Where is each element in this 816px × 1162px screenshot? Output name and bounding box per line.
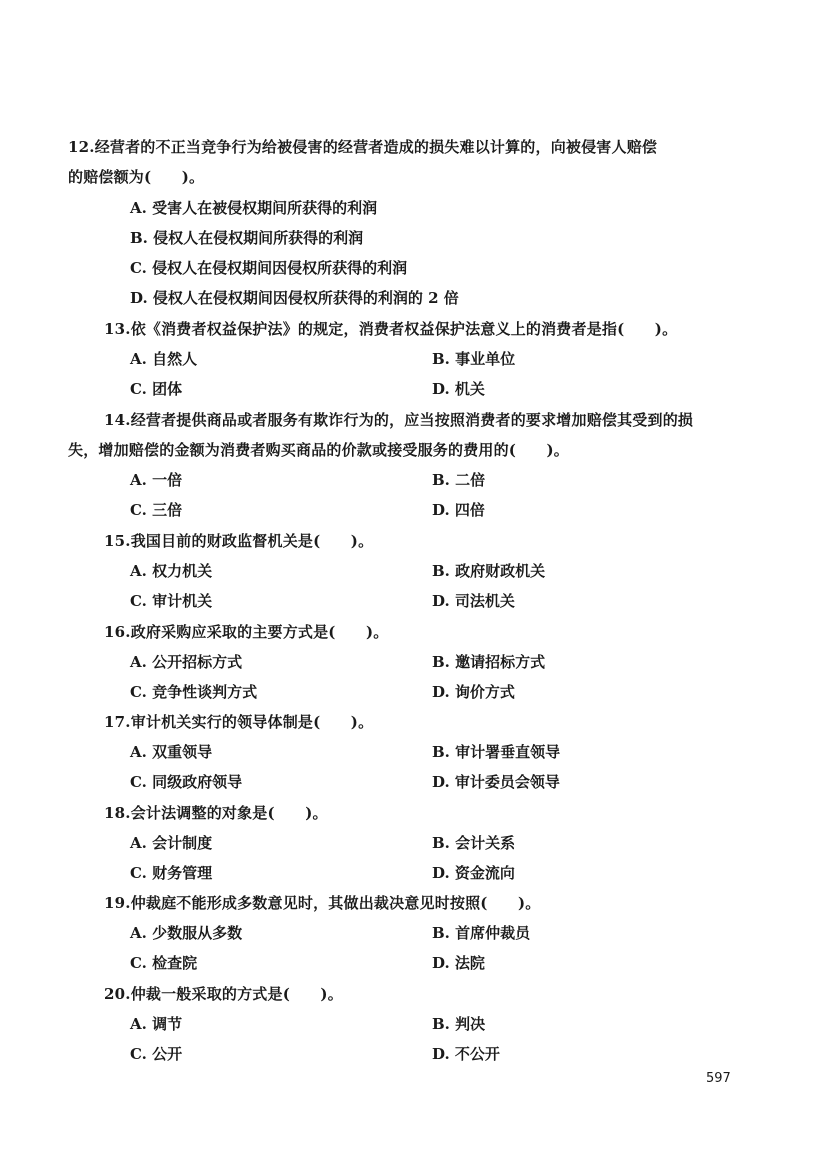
- question-16-option-c: C. 竞争性谈判方式: [130, 683, 258, 701]
- question-17-option-c: C. 同级政府领导: [130, 773, 243, 791]
- question-20-option-c: C. 公开: [130, 1045, 183, 1063]
- question-19-stem: 19.仲裁庭不能形成多数意见时，其做出裁决意见时按照( )。: [104, 894, 541, 912]
- question-15-option-b: B. 政府财政机关: [432, 562, 546, 580]
- question-16-option-a: A. 公开招标方式: [130, 653, 243, 671]
- question-13-option-b: B. 事业单位: [432, 350, 516, 368]
- page-number: 597: [706, 1071, 731, 1086]
- question-17-option-b: B. 审计署垂直领导: [432, 743, 561, 761]
- question-12-stem-line1: 12.经营者的不正当竞争行为给被侵害的经营者造成的损失难以计算的，向被侵害人赔偿: [68, 138, 658, 156]
- question-20-stem: 20.仲裁一般采取的方式是( )。: [104, 985, 343, 1003]
- question-20-option-d: D. 不公开: [432, 1045, 500, 1063]
- question-14-option-b: B. 二倍: [432, 471, 486, 489]
- question-19-option-a: A. 少数服从多数: [130, 924, 243, 942]
- question-14-option-a: A. 一倍: [130, 471, 183, 489]
- question-13-option-d: D. 机关: [432, 380, 485, 398]
- question-17-stem: 17.审计机关实行的领导体制是( )。: [104, 713, 374, 731]
- question-12-stem-line2: 的赔偿额为( )。: [68, 168, 205, 186]
- question-12-option-c: C. 侵权人在侵权期间因侵权所获得的利润: [130, 259, 408, 277]
- question-18-option-a: A. 会计制度: [130, 834, 213, 852]
- question-16-option-b: B. 邀请招标方式: [432, 653, 546, 671]
- question-15-option-a: A. 权力机关: [130, 562, 213, 580]
- question-15-stem: 15.我国目前的财政监督机关是( )。: [104, 532, 374, 550]
- question-20-option-b: B. 判决: [432, 1015, 486, 1033]
- question-14-option-d: D. 四倍: [432, 501, 485, 519]
- question-18-option-c: C. 财务管理: [130, 864, 213, 882]
- question-14-stem-line1: 14.经营者提供商品或者服务有欺诈行为的，应当按照消费者的要求增加赔偿其受到的损: [104, 411, 694, 429]
- question-18-option-b: B. 会计关系: [432, 834, 516, 852]
- question-19-option-c: C. 检查院: [130, 954, 198, 972]
- question-13-option-a: A. 自然人: [130, 350, 198, 368]
- question-12-option-a: A. 受害人在被侵权期间所获得的利润: [130, 199, 378, 217]
- question-18-option-d: D. 资金流向: [432, 864, 515, 882]
- question-19-option-b: B. 首席仲裁员: [432, 924, 531, 942]
- question-12-option-b: B. 侵权人在侵权期间所获得的利润: [130, 229, 364, 247]
- question-15-option-c: C. 审计机关: [130, 592, 213, 610]
- question-14-option-c: C. 三倍: [130, 501, 183, 519]
- question-16-stem: 16.政府采购应采取的主要方式是( )。: [104, 623, 389, 641]
- question-15-option-d: D. 司法机关: [432, 592, 515, 610]
- question-13-option-c: C. 团体: [130, 380, 183, 398]
- question-17-option-d: D. 审计委员会领导: [432, 773, 560, 791]
- question-14-stem-line2: 失，增加赔偿的金额为消费者购买商品的价款或接受服务的费用的( )。: [68, 441, 569, 459]
- question-19-option-d: D. 法院: [432, 954, 485, 972]
- question-16-option-d: D. 询价方式: [432, 683, 515, 701]
- question-13-stem: 13.依《消费者权益保护法》的规定，消费者权益保护法意义上的消费者是指( )。: [104, 320, 678, 338]
- question-18-stem: 18.会计法调整的对象是( )。: [104, 804, 328, 822]
- question-20-option-a: A. 调节: [130, 1015, 183, 1033]
- question-17-option-a: A. 双重领导: [130, 743, 213, 761]
- question-12-option-d: D. 侵权人在侵权期间因侵权所获得的利润的 2 倍: [130, 289, 459, 307]
